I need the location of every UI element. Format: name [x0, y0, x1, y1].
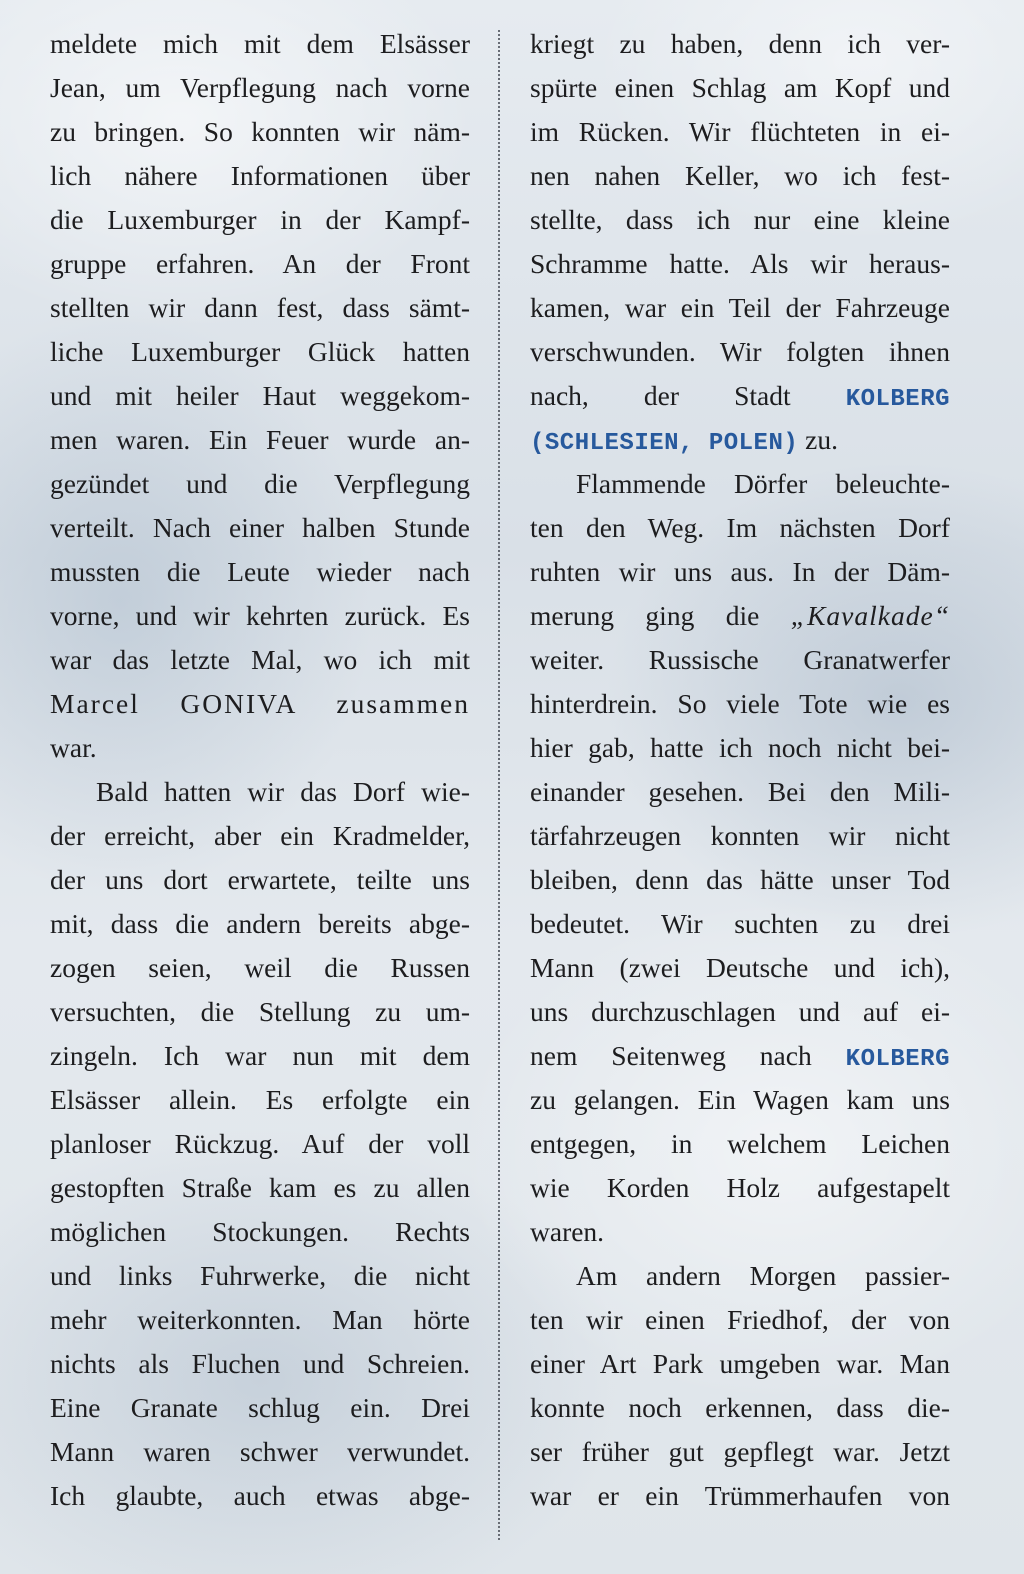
text-line: mit, dass die andern bereits abge-	[50, 908, 470, 939]
paragraph-end-line	[530, 418, 950, 462]
text-line: lich nähere Informationen über	[50, 160, 470, 191]
text-line: vorne, und wir kehrten zurück. Es	[50, 600, 470, 631]
text-line: zu gelangen. Ein Wagen kam uns	[530, 1084, 950, 1115]
paragraph-end-line: war.	[50, 732, 97, 763]
text-line: hinterdrein. So viele Tote wie es	[530, 688, 950, 719]
text-line: ten den Weg. Im nächsten Dorf	[530, 512, 950, 543]
text-line: men waren. Ein Feuer wurde an-	[50, 424, 470, 455]
text-fragment: merung ging die	[530, 600, 760, 631]
text-line: Elsässer allein. Es erfolgte ein	[50, 1084, 470, 1115]
text-line: der uns dort erwartete, teilte uns	[50, 864, 470, 895]
text-line: mussten die Leute wieder nach	[50, 556, 470, 587]
text-line: spürte einen Schlag am Kopf und	[530, 72, 950, 103]
text-fragment: nach,	[530, 380, 589, 411]
text-line: und mit heiler Haut weggekom-	[50, 380, 470, 411]
column-divider	[498, 30, 500, 1540]
text-line: verteilt. Nach einer halben Stunde	[50, 512, 470, 543]
text-line: stellte, dass ich nur eine kleine	[530, 204, 950, 235]
text-fragment: der	[643, 380, 679, 411]
text-fragment: zu.	[805, 424, 838, 455]
kavalkade-italic: „Kavalkade“	[790, 600, 950, 631]
text-line: Marcel GONIVA zusammen	[50, 688, 470, 719]
text-line: meldete mich mit dem Elsässer	[50, 28, 470, 59]
text-fragment: Stadt	[734, 380, 791, 411]
text-line: mehr weiterkonnten. Man hörte	[50, 1304, 470, 1335]
text-line: gestopften Straße kam es zu allen	[50, 1172, 470, 1203]
text-line: bleiben, denn das hätte unser Tod	[530, 864, 950, 895]
text-line: zogen seien, weil die Russen	[50, 952, 470, 983]
text-line: Mann (zwei Deutsche und ich),	[530, 952, 950, 983]
text-line: kamen, war ein Teil der Fahrzeuge	[530, 292, 950, 323]
text-line: ser früher gut gepflegt war. Jetzt	[530, 1436, 950, 1467]
text-line: versuchten, die Stellung zu um-	[50, 996, 470, 1027]
text-line: ten wir einen Friedhof, der von	[530, 1304, 950, 1335]
text-line-with-italic	[530, 594, 950, 638]
place-name-schlesien-polen: (SCHLESIEN, POLEN)	[530, 430, 799, 457]
text-line: gruppe erfahren. An der Front	[50, 248, 470, 279]
text-line: die Luxemburger in der Kampf-	[50, 204, 470, 235]
text-line: nen nahen Keller, wo ich fest-	[530, 160, 950, 191]
text-line: zu bringen. So konnten wir näm-	[50, 116, 470, 147]
text-line: entgegen, in welchem Leichen	[530, 1128, 950, 1159]
text-line: wie Korden Holz aufgestapelt	[530, 1172, 950, 1203]
text-line: ruhten wir uns aus. In der Däm-	[530, 556, 950, 587]
text-line: uns durchzuschlagen und auf ei-	[530, 996, 950, 1027]
text-line: nichts als Fluchen und Schreien.	[50, 1348, 470, 1379]
text-line: zingeln. Ich war nun mit dem	[50, 1040, 470, 1071]
text-line: verschwunden. Wir folgten ihnen	[530, 336, 950, 367]
text-line: Ich glaubte, auch etwas abge-	[50, 1480, 470, 1511]
right-column	[530, 22, 950, 1518]
text-line: konnte noch erkennen, dass die-	[530, 1392, 950, 1423]
text-line: hier gab, hatte ich noch nicht bei-	[530, 732, 950, 763]
text-line: planloser Rückzug. Auf der voll	[50, 1128, 470, 1159]
paragraph-start-line: Flammende Dörfer beleuchte-	[576, 468, 950, 499]
text-line: bedeutet. Wir suchten zu drei	[530, 908, 950, 939]
text-line: einer Art Park umgeben war. Man	[530, 1348, 950, 1379]
text-line: war er ein Trümmerhaufen von	[530, 1480, 950, 1511]
text-fragment: nem Seitenweg nach	[530, 1040, 812, 1071]
text-line: im Rücken. Wir flüchteten in ei-	[530, 116, 950, 147]
text-line: stellten wir dann fest, dass sämt-	[50, 292, 470, 323]
text-line: Eine Granate schlug ein. Drei	[50, 1392, 470, 1423]
paragraph-end-line: waren.	[530, 1216, 605, 1247]
text-line-with-place	[530, 374, 950, 418]
text-line: gezündet und die Verpflegung	[50, 468, 470, 499]
text-line: tärfahrzeugen konnten wir nicht	[530, 820, 950, 851]
text-line: einander gesehen. Bei den Mili-	[530, 776, 950, 807]
place-name-kolberg: KOLBERG	[845, 1046, 950, 1073]
text-line: war das letzte Mal, wo ich mit	[50, 644, 470, 675]
place-name-kolberg: KOLBERG	[845, 386, 950, 413]
text-line: der erreicht, aber ein Kradmelder,	[50, 820, 470, 851]
text-line: möglichen Stockungen. Rechts	[50, 1216, 470, 1247]
left-column	[50, 22, 470, 1518]
text-line: und links Fuhrwerke, die nicht	[50, 1260, 470, 1291]
text-line: weiter. Russische Granatwerfer	[530, 644, 950, 675]
text-line: Mann waren schwer verwundet.	[50, 1436, 470, 1467]
text-line: liche Luxemburger Glück hatten	[50, 336, 470, 367]
text-line: Schramme hatte. Als wir heraus-	[530, 248, 950, 279]
paragraph-start-line: Bald hatten wir das Dorf wie-	[96, 776, 470, 807]
text-line: Jean, um Verpflegung nach vorne	[50, 72, 470, 103]
paragraph-start-line: Am andern Morgen passier-	[576, 1260, 950, 1291]
text-line-with-place	[530, 1034, 950, 1078]
text-line: kriegt zu haben, denn ich ver-	[530, 28, 950, 59]
